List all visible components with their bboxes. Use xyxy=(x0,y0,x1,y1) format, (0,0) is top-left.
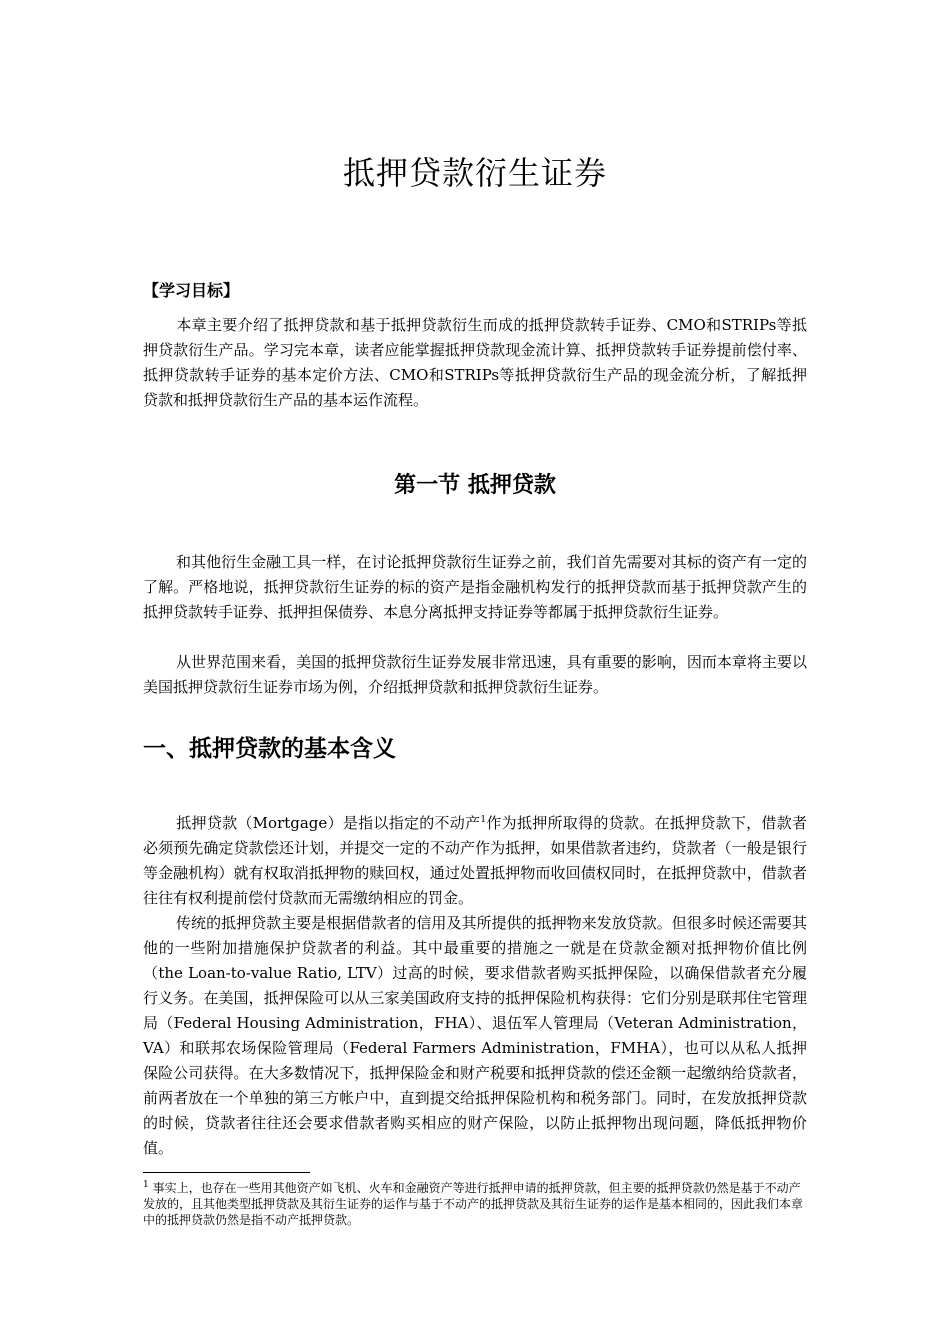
footnote-text: 事实上，也存在一些用其他资产如飞机、火车和金融资产等进行抵押申请的抵押贷款，但主要的抵押贷款仍然是基于不动产发放的，且其他类型抵押贷款及其衍生证券的运作与基于不动产的抵押贷款及其衍生证券的运作是基本相同的，因此我们本章中的抵押贷款仍然是指不动产抵押贷款。 xyxy=(143,1181,804,1227)
section-paragraph-2-text: 从世界范围来看，美国的抵押贷款衍生证券发展非常迅速，具有重要的影响，因而本章将主要以美国抵押贷款衍生证券市场为例，介绍抵押贷款和抵押贷款衍生证券。 xyxy=(143,653,807,696)
learning-goals-paragraph xyxy=(143,313,807,413)
section-paragraph-1 xyxy=(143,550,807,625)
footnote xyxy=(143,1180,807,1228)
learning-goals-heading: 【学习目标】 xyxy=(143,281,240,300)
subsection-paragraph-2 xyxy=(143,911,807,1161)
section-paragraph-1-text: 和其他衍生金融工具一样，在讨论抵押贷款衍生证券之前，我们首先需要对其标的资产有一定的了解。严格地说，抵押贷款衍生证券的标的资产是指金融机构发行的抵押贷款而基于抵押贷款产生的抵押贷款转手证券、抵押担保债券、本息分离抵押支持证券等都属于抵押贷款衍生证券。 xyxy=(143,553,807,621)
section-paragraph-2 xyxy=(143,650,807,700)
footnote-divider xyxy=(143,1172,310,1173)
learning-goals-text: 本章主要介绍了抵押贷款和基于抵押贷款衍生而成的抵押贷款转手证券、CMO和STRIPs等抵押贷款衍生产品。学习完本章，读者应能掌握抵押贷款现金流计算、抵押贷款转手证券提前偿付率、抵押贷款转手证券的基本定价方法、CMO和STRIPs等抵押贷款衍生产品的现金流分析，了解抵押贷款和抵押贷款衍生产品的基本运作流程。 xyxy=(143,316,807,409)
footnote-mark: 1 xyxy=(143,1180,149,1190)
section-title: 第一节 抵押贷款 xyxy=(394,473,556,498)
footnote-reference[interactable]: 1 xyxy=(480,815,487,825)
subsection-paragraph-1-text-a: 抵押贷款（Mortgage）是指以指定的不动产 xyxy=(176,814,481,832)
subsection-paragraph-1-text-b: 作为抵押所取得的贷款。在抵押贷款下，借款者必须预先确定贷款偿还计划，并提交一定的不动产作为抵押，如果借款者违约，贷款者（一般是银行等金融机构）就有权取消抵押物的赎回权，通过处置抵押物而收回债权同时，在抵押贷款中，借款者往往有权利提前偿付贷款而无需缴纳相应的罚金。 xyxy=(143,814,807,907)
subsection-paragraph-1 xyxy=(143,811,807,911)
subsection-paragraph-2-text: 传统的抵押贷款主要是根据借款者的信用及其所提供的抵押物来发放贷款。但很多时候还需要其他的一些附加措施保护贷款者的利益。其中最重要的措施之一就是在贷款金额对抵押物价值比例（the Loan-to-value Ratio, LTV）过高的时候，要求借款者购买抵押保险，以确保借款者充分履行义务。在美国，抵押保险可以从三家美国政府支持的抵押保险机构获得：它们分别是联邦住宅管理局（Federal Housing Administration，FHA）、退伍军人管理局（Veteran Administration，VA）和联邦农场保险管理局（Federal Farmers Administration，FMHA），也可以从私人抵押保险公司获得。在大多数情况下，抵押保险金和财产税要和抵押贷款的偿还金额一起缴纳给贷款者，前两者放在一个单独的第三方帐户中，直到提交给抵押保险机构和税务部门。同时，在发放抵押贷款的时候，贷款者往往还会要求借款者购买相应的财产保险，以防止抵押物出现问题，降低抵押物价值。 xyxy=(143,914,807,1157)
document-title: 抵押贷款衍生证券 xyxy=(342,154,607,192)
subsection-title: 一、抵押贷款的基本含义 xyxy=(143,736,396,762)
